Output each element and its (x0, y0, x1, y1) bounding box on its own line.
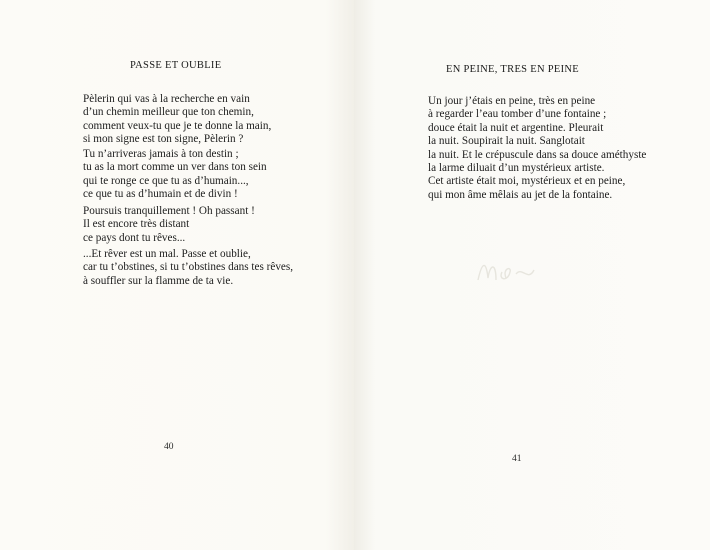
verse-line: Tu n’arriveras jamais à ton destin ; (83, 148, 239, 160)
verse-line: d’un chemin meilleur que ton chemin, (83, 106, 254, 119)
stanza-2 (83, 148, 267, 202)
verse-line: tu as la mort comme un ver dans ton sein (83, 161, 267, 174)
poem-title-right: EN PEINE, TRES EN PEINE (446, 64, 579, 75)
left-page (0, 0, 354, 550)
verse-line: la larme diluait d’un mystérieux artiste. (428, 162, 605, 175)
verse-line: la nuit. Et le crépuscule dans sa douce améthyste (428, 148, 647, 161)
page-number-right: 41 (512, 454, 522, 464)
verse-line: comment veux-tu que je te donne la main, (83, 119, 272, 132)
verse-line: Il est encore très distant (83, 218, 190, 231)
verse-line: ce pays dont tu rêves... (83, 231, 186, 244)
verse-line: qui te ronge ce que tu as d’humain..., (83, 174, 249, 187)
verse-line: à regarder l’eau tomber d’une fontaine ; (428, 108, 607, 121)
right-page (354, 0, 710, 550)
page-number-left: 40 (164, 442, 174, 452)
verse-line: Cet artiste était moi, mystérieux et en peine, (428, 175, 626, 188)
verse-line: car tu t’obstines, si tu t’obstines dans tes rêves, (83, 261, 294, 274)
verse-line: Pèlerin qui vas à la recherche en vain (83, 93, 250, 105)
verse-line: Poursuis tranquillement ! Oh passant ! (83, 205, 255, 217)
verse-line: si mon signe est ton signe, Pèlerin ? (83, 133, 244, 146)
poem-title-left: PASSE ET OUBLIE (130, 60, 222, 71)
show-through-signature (472, 252, 542, 292)
stanza-1 (83, 93, 271, 147)
verse-line: à souffler sur la flamme de ta vie. (83, 274, 234, 287)
stanza-4 (83, 248, 293, 288)
verse-line: ce que tu as d’humain et de divin ! (83, 188, 238, 201)
verse-line: ...Et rêver est un mal. Passe et oublie, (83, 248, 251, 260)
verse-line: Un jour j’étais en peine, très en peine (428, 95, 596, 107)
stanza-3 (83, 205, 255, 245)
verse-line: qui mon âme mêlais au jet de la fontaine. (428, 188, 613, 201)
verse-line: la nuit. Soupirait la nuit. Sanglotait (428, 135, 585, 148)
verse-line: douce était la nuit et argentine. Pleurait (428, 121, 604, 134)
poem-body-right (428, 95, 646, 202)
